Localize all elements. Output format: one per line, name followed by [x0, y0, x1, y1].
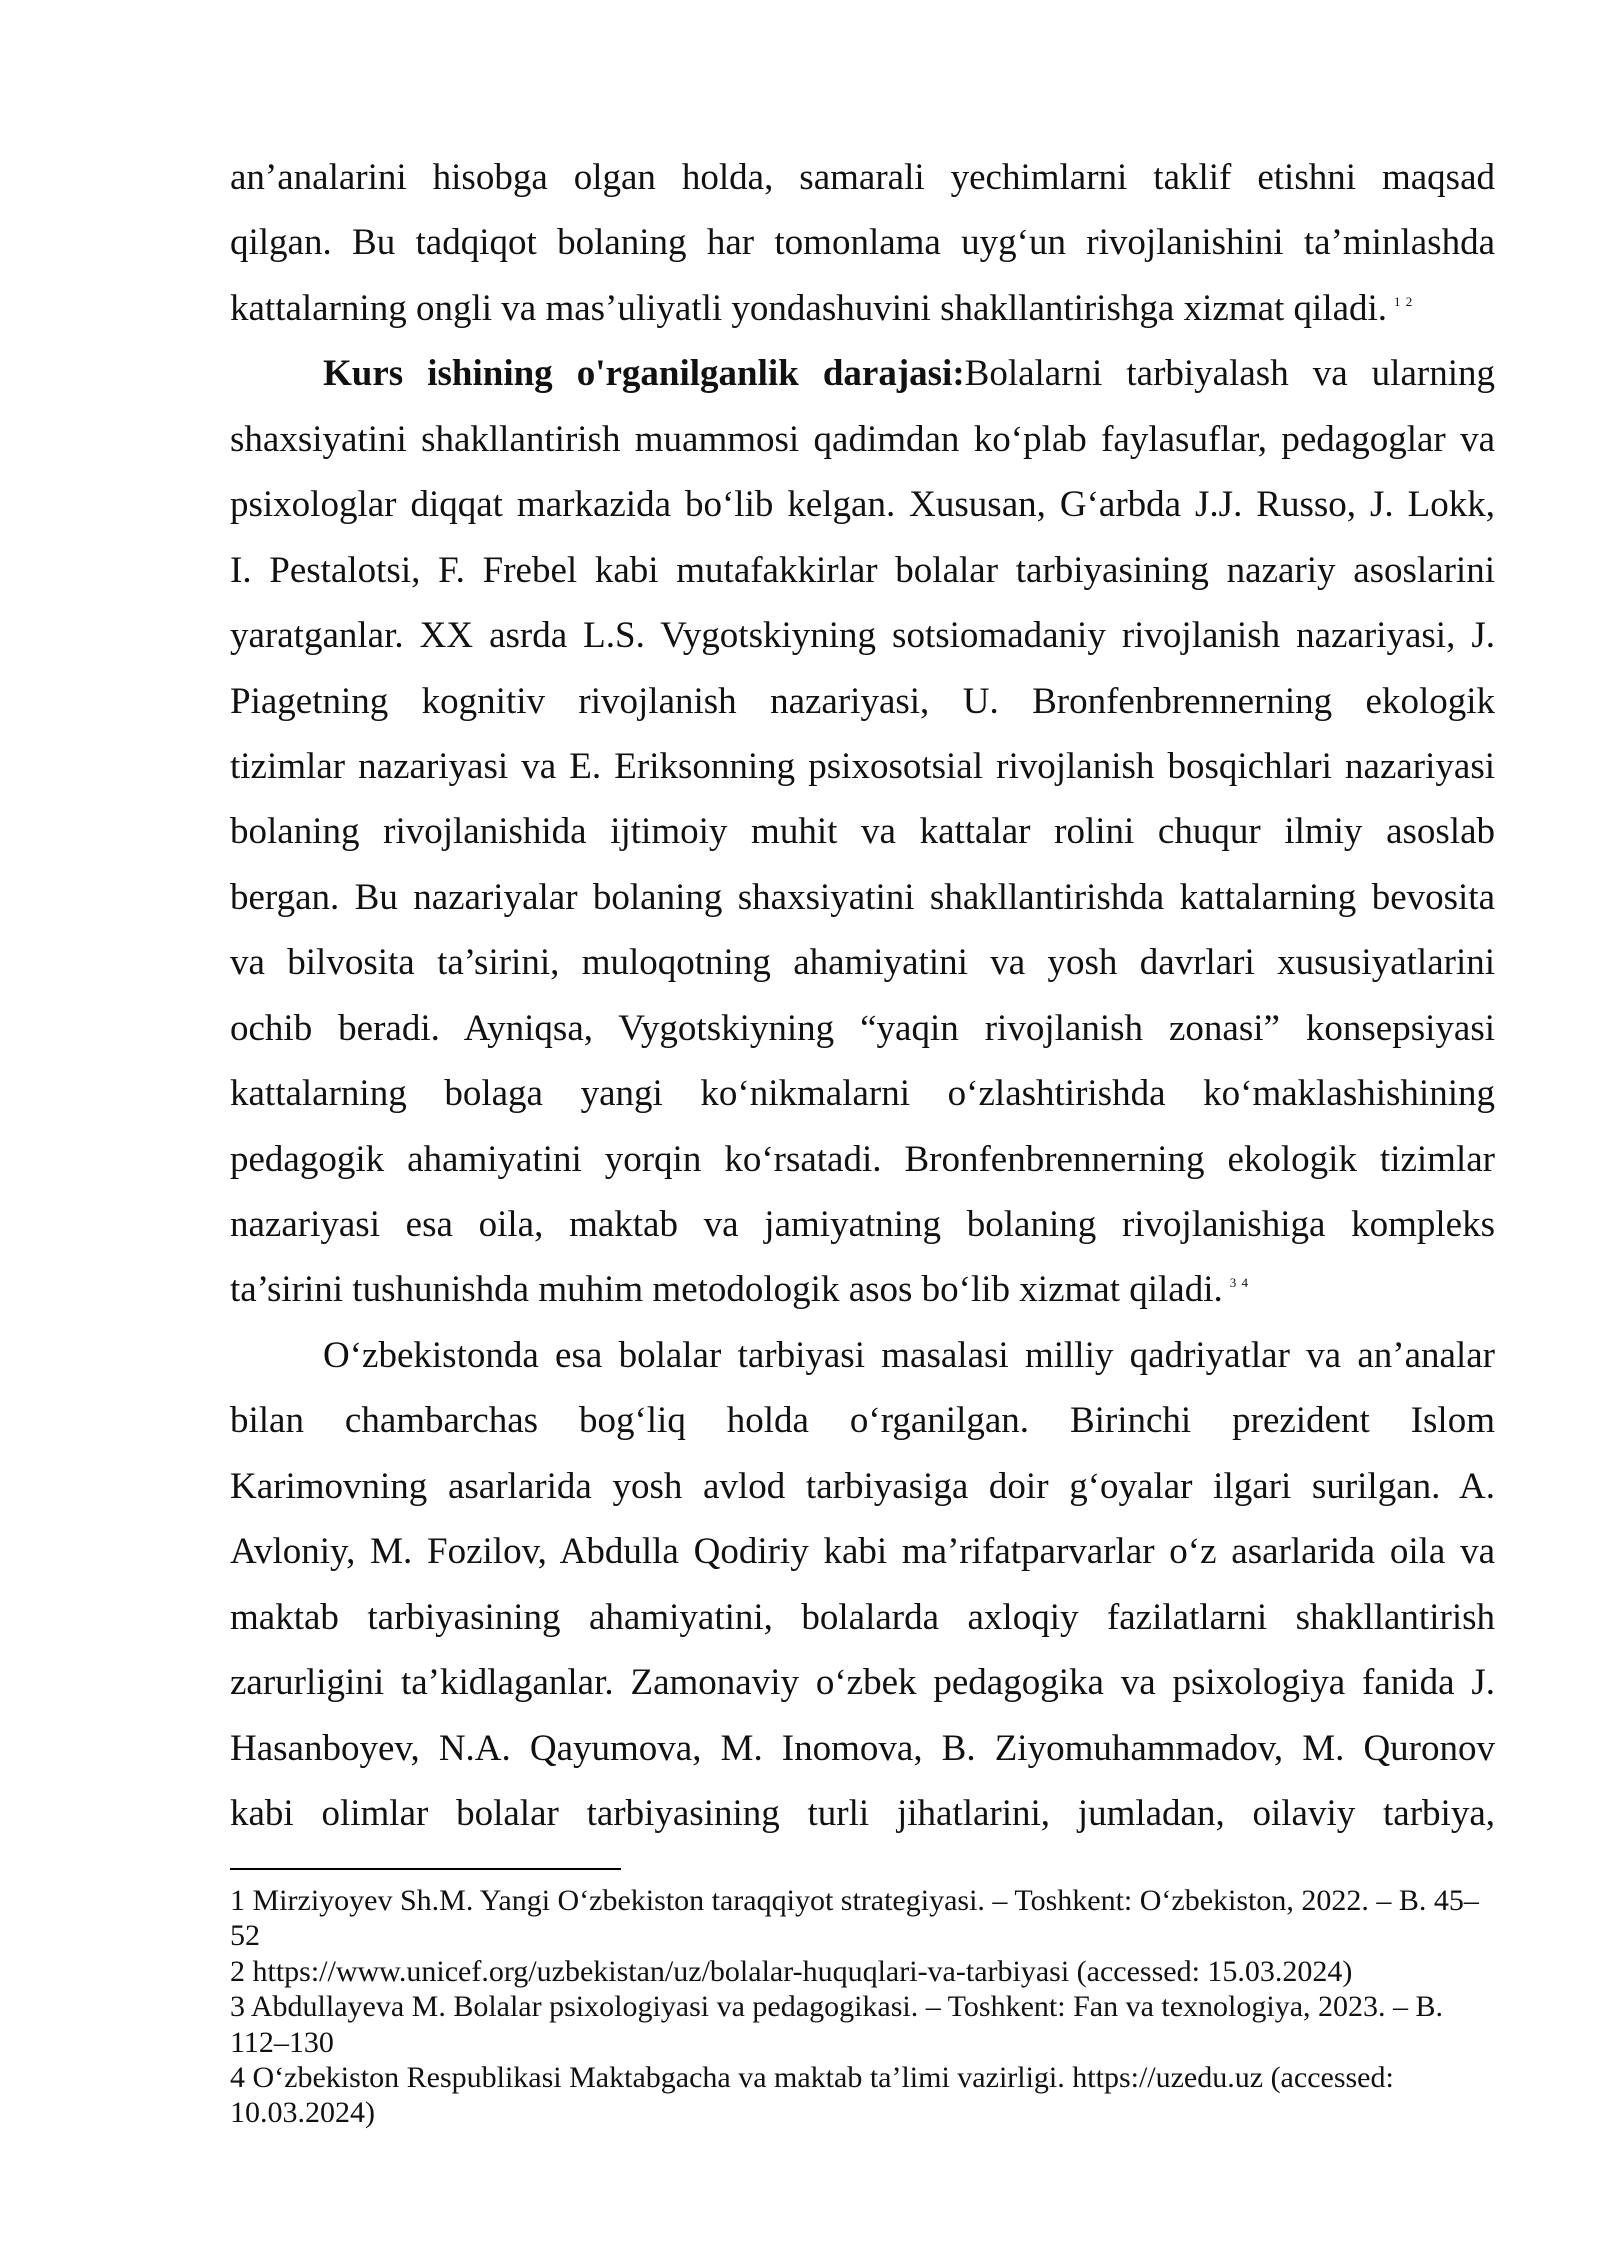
body-text-line-content: kattalarning ongli va mas’uliyatli yondashuvini shakllantirishga xizmat qiladi.	[230, 287, 1388, 329]
body-text-line: O‘zbekistonda esa bolalar tarbiyasi masalasi milliy qadriyatlar va an’analar	[323, 1334, 1495, 1376]
footnote	[230, 2060, 1495, 2131]
footnote-line	[230, 2060, 1495, 2095]
footnote-line: 10.03.2024)	[230, 2096, 375, 2130]
body-text-line: psixologlar diqqat markazida bo‘lib kelgan. Xususan, G‘arbda J.J. Russo, J. Lokk,	[230, 484, 1495, 526]
footnote	[230, 1883, 1495, 1954]
footnote-number: 2	[230, 1954, 245, 1988]
body-text-line: zarurligini ta’kidlaganlar. Zamonaviy o‘zbek pedagogika va psixologiya fanida J.	[230, 1662, 1495, 1704]
body-text-line: nazariyasi esa oila, maktab va jamiyatning bolaning rivojlanishiga kompleks	[230, 1204, 1495, 1245]
body-text-line: bilan chambarchas bog‘liq holda o‘rganilgan. Birinchi prezident Islom	[230, 1400, 1495, 1442]
body-text-line: va bilvosita ta’sirini, muloqotning ahamiyatini va yosh davrlari xususiyatlarini	[230, 942, 1495, 984]
footnote-line	[230, 1989, 1495, 2024]
body-text-line: Hasanboyev, N.A. Qayumova, M. Inomova, B. Ziyomuhammadov, M. Quronov	[230, 1727, 1495, 1769]
footnote-reference: 3 4	[1229, 1275, 1249, 1291]
body-text-line: I. Pestalotsi, F. Frebel kabi mutafakkirlar bolalar tarbiyasining nazariy asoslarini	[230, 549, 1495, 591]
paragraph	[230, 1323, 1495, 1847]
body-text-line-content: ta’sirini tushunishda muhim metodologik asos bo‘lib xizmat qiladi.	[230, 1269, 1223, 1311]
body-text-line: pedagogik ahamiyatini yorqin ko‘rsatadi. Bronfenbrennerning ekologik tizimlar	[230, 1138, 1495, 1180]
body-text-line: bolaning rivojlanishida ijtimoiy muhit va kattalar rolini chuqur ilmiy asoslab	[230, 811, 1495, 853]
footnote	[230, 1954, 1495, 1989]
body-text-line: an’analarini hisobga olgan holda, samarali yechimlarni taklif etishni maqsad	[230, 157, 1495, 198]
body-text	[230, 145, 1495, 1846]
footnotes	[230, 1883, 1495, 2131]
footnote-line	[230, 1883, 1495, 1918]
body-text-line: Karimovning asarlarida yosh avlod tarbiyasiga doir g‘oyalar ilgari surilgan. A.	[230, 1465, 1495, 1507]
body-text-line: tizimlar nazariyasi va E. Eriksonning psixosotsial rivojlanish bosqichlari nazariyasi	[230, 745, 1495, 787]
footnote-number: 4	[230, 2060, 245, 2094]
footnote-line: 112–130	[230, 2025, 334, 2059]
footnote-number: 1	[230, 1884, 245, 1917]
footnote-separator	[230, 1868, 621, 1870]
footnote	[230, 1989, 1495, 2060]
body-text-line: ochib beradi. Ayniqsa, Vygotskiyning “yaqin rivojlanish zonasi” konsepsiyasi	[230, 1007, 1495, 1049]
footnote-text: Mirziyoyev Sh.M. Yangi O‘zbekiston taraqqiyot strategiyasi. – Toshkent: O‘zbekiston, 2022. – B. 45–	[252, 1884, 1479, 1917]
footnote-line: 52	[230, 1919, 260, 1953]
body-text-line-content: Bolalarni tarbiyalash va ularning	[964, 353, 1495, 395]
body-text-line: yaratganlar. XX asrda L.S. Vygotskiyning sotsiomadaniy rivojlanish nazariyasi, J.	[230, 615, 1495, 657]
footnote-line	[230, 1954, 1495, 1989]
body-text-line	[230, 276, 1495, 341]
body-text-line: kattalarning bolaga yangi ko‘nikmalarni o‘zlashtirishda ko‘maklashishining	[230, 1073, 1495, 1115]
body-text-line: Piagetning kognitiv rivojlanish nazariyasi, U. Bronfenbrennerning ekologik	[230, 680, 1495, 722]
body-text-line	[230, 1257, 1495, 1322]
footnote-text: https://www.unicef.org/uzbekistan/uz/bolalar-huquqlari-va-tarbiyasi (accessed: 15.03.2024)	[252, 1954, 1353, 1988]
body-text-line: maktab tarbiyasining ahamiyatini, bolalarda axloqiy fazilatlarni shakllantirish	[230, 1596, 1495, 1638]
footnote-text: O‘zbekiston Respublikasi Maktabgacha va maktab ta’limi vazirligi. https://uzedu.uz (accessed:	[252, 2060, 1394, 2094]
body-text-line: kabi olimlar bolalar tarbiyasining turli jihatlarini, jumladan, oilaviy tarbiya,	[230, 1792, 1495, 1834]
paragraph	[230, 145, 1495, 341]
footnote-number: 3	[230, 1990, 245, 2024]
footnote-text: Abdullayeva M. Bolalar psixologiyasi va pedagogikasi. – Toshkent: Fan va texnologiya, 2023. – B.	[250, 1990, 1444, 2024]
body-text-line: Avloniy, M. Fozilov, Abdulla Qodiriy kabi ma’rifatparvarlar o‘z asarlarida oila va	[230, 1531, 1495, 1573]
body-text-line: shaxsiyatini shakllantirish muammosi qadimdan ko‘plab faylasuflar, pedagoglar va	[230, 418, 1495, 460]
body-text-line: qilgan. Bu tadqiqot bolaning har tomonlama uyg‘un rivojlanishini ta’minlashda	[230, 222, 1495, 264]
body-text-line: bergan. Bu nazariyalar bolaning shaxsiyatini shakllantirishda kattalarning bevosita	[230, 876, 1495, 918]
body-text-line	[230, 341, 1495, 406]
paragraph	[230, 341, 1495, 1323]
section-heading: Kurs ishining o'rganilganlik darajasi:	[323, 353, 965, 395]
footnote-reference: 1 2	[1394, 293, 1414, 309]
